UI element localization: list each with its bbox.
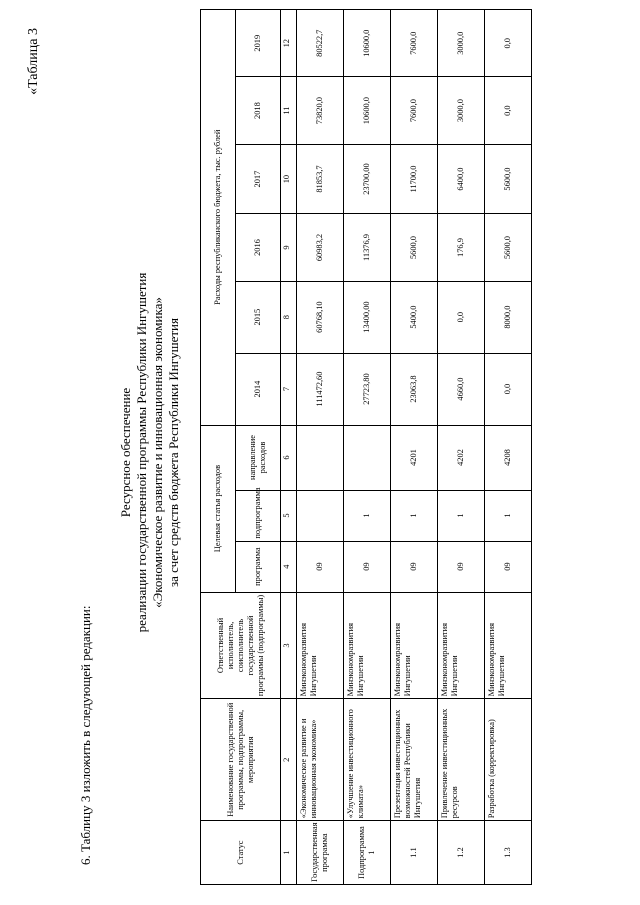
row-direction [344, 425, 391, 490]
header-target-article: Целевая статья расходов [201, 425, 236, 592]
row-direction: 4208 [485, 425, 532, 490]
header-year: 2018 [236, 77, 281, 144]
row-status: 1.1 [391, 821, 438, 885]
table-row [297, 10, 344, 885]
column-number: 10 [281, 144, 297, 214]
row-value: 5600,0 [485, 214, 532, 281]
heading-line-3: «Экономическое развитие и инновационная экономика» [150, 297, 165, 608]
row-name: Разработка (корректировка) [485, 699, 532, 821]
row-status: 1.3 [485, 821, 532, 885]
row-value: 13400,00 [344, 281, 391, 353]
row-executor: Минэкономразвития Ингушетии [485, 592, 532, 699]
header-year: 2015 [236, 281, 281, 353]
header-year: 2016 [236, 214, 281, 281]
row-value: 10600,0 [344, 10, 391, 77]
row-executor: Минэкономразвития Ингушетии [391, 592, 438, 699]
column-number: 3 [281, 592, 297, 699]
row-status: 1.2 [438, 821, 485, 885]
column-number: 4 [281, 541, 297, 592]
heading-line-1: Ресурсное обеспечение [118, 387, 133, 518]
intro-text: 6. Таблицу 3 изложить в следующей редакции: [78, 605, 93, 865]
row-value: 23700,00 [344, 144, 391, 214]
row-value: 111472,60 [297, 353, 344, 425]
row-subprogram: 1 [391, 490, 438, 541]
column-number: 6 [281, 425, 297, 490]
row-value: 3000,0 [438, 77, 485, 144]
row-value: 0,0 [485, 10, 532, 77]
row-executor: Минэкономразвития Ингушетии [297, 592, 344, 699]
heading-line-4: за счет средств бюджета Республики Ингушетия [166, 318, 181, 587]
row-value: 4660,0 [438, 353, 485, 425]
row-value: 81853,7 [297, 144, 344, 214]
table-row [391, 10, 438, 885]
table-row [485, 10, 532, 885]
row-value: 176,9 [438, 214, 485, 281]
row-subprogram: 1 [485, 490, 532, 541]
row-value: 6400,0 [438, 144, 485, 214]
row-value: 7600,0 [391, 10, 438, 77]
row-value: 73820,0 [297, 77, 344, 144]
column-number: 5 [281, 490, 297, 541]
column-number: 9 [281, 214, 297, 281]
row-direction: 4201 [391, 425, 438, 490]
row-value: 11700,0 [391, 144, 438, 214]
table-row [344, 10, 391, 885]
column-number: 7 [281, 353, 297, 425]
row-name: Привлечение инвестиционных ресурсов [438, 699, 485, 821]
row-value: 0,0 [438, 281, 485, 353]
table-reference: «Таблица 3 [26, 28, 41, 95]
row-value: 80522,7 [297, 10, 344, 77]
row-name: «Улучшение инвестиционного климата» [344, 699, 391, 821]
row-subprogram: 1 [344, 490, 391, 541]
header-year: 2014 [236, 353, 281, 425]
row-value: 10600,0 [344, 77, 391, 144]
heading-line-2: реализации государственной программы Республики Ингушетия [134, 272, 149, 633]
header-year: 2019 [236, 10, 281, 77]
header-expenses: Расходы республиканского бюджета, тыс. рублей [201, 10, 236, 426]
row-status: Подпрограмма 1 [344, 821, 391, 885]
column-number: 12 [281, 10, 297, 77]
row-value: 3000,0 [438, 10, 485, 77]
header-executor: Ответственный исполнитель, соисполнитель государственной программы (подпрограммы) [201, 592, 281, 699]
row-value: 60983,2 [297, 214, 344, 281]
column-numbers-row [281, 10, 297, 885]
header-direction: направление расходов [236, 425, 281, 490]
column-number: 8 [281, 281, 297, 353]
table-row [438, 10, 485, 885]
row-subprogram: 1 [438, 490, 485, 541]
row-program: 09 [485, 541, 532, 592]
row-name: «Экономическое развитие и инновационная экономика» [297, 699, 344, 821]
row-value: 27723,80 [344, 353, 391, 425]
row-program: 09 [297, 541, 344, 592]
row-name: Презентация инвестиционных возможностей Республики Ингушетия [391, 699, 438, 821]
row-value: 0,0 [485, 353, 532, 425]
column-number: 11 [281, 77, 297, 144]
header-name: Наименование государственной программы, подпрограммы, мероприятия [201, 699, 281, 821]
row-program: 09 [391, 541, 438, 592]
row-program: 09 [344, 541, 391, 592]
row-value: 60768,10 [297, 281, 344, 353]
header-year: 2017 [236, 144, 281, 214]
header-status: Статус [201, 821, 281, 885]
header-program: программа [236, 541, 281, 592]
row-value: 8000,0 [485, 281, 532, 353]
row-value: 5600,0 [485, 144, 532, 214]
row-direction [297, 425, 344, 490]
row-program: 09 [438, 541, 485, 592]
row-value: 11376,9 [344, 214, 391, 281]
row-status: Государственная программа [297, 821, 344, 885]
row-value: 7600,0 [391, 77, 438, 144]
row-value: 5400,0 [391, 281, 438, 353]
column-number: 2 [281, 699, 297, 821]
row-executor: Минэкономразвития Ингушетии [344, 592, 391, 699]
header-subprogram: подпрограмма [236, 490, 281, 541]
row-executor: Минэкономразвития Ингушетии [438, 592, 485, 699]
row-direction: 4202 [438, 425, 485, 490]
row-value: 23063,8 [391, 353, 438, 425]
column-number: 1 [281, 821, 297, 885]
resource-table [200, 9, 532, 885]
row-subprogram [297, 490, 344, 541]
row-value: 5600,0 [391, 214, 438, 281]
row-value: 0,0 [485, 77, 532, 144]
